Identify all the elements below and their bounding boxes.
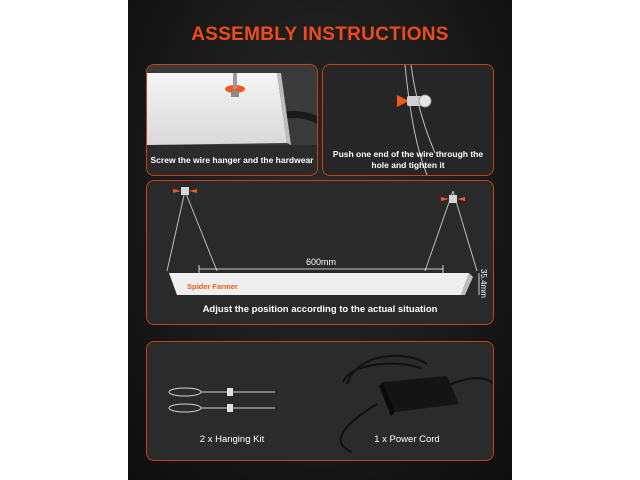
package-contents-panel: [146, 341, 494, 461]
step-push-wire-panel: [322, 64, 494, 176]
adjust-position-panel: [146, 180, 494, 325]
assembly-poster: [128, 0, 512, 480]
step-screw-hanger-panel: [146, 64, 318, 176]
hanging-lamp-illustration: [147, 181, 493, 324]
step-2-caption-line-1: Push one end of the wire through the: [332, 149, 484, 159]
length-dimension-label: 600mm: [305, 257, 337, 267]
brand-logo: Spider Farmer: [187, 282, 238, 291]
power-cord-label: 1 x Power Cord: [374, 434, 440, 445]
height-dimension-label: 35.4mm: [479, 269, 488, 298]
step-2-caption-line-2: hole and tighten it: [371, 160, 445, 170]
adjust-caption: Adjust the position according to the actual situation: [202, 304, 438, 315]
step-1-caption: Screw the wire hanger and the hardwear: [150, 155, 314, 165]
hanging-kit-label: 2 x Hanging Kit: [199, 434, 265, 445]
poster-title: ASSEMBLY INSTRUCTIONS: [191, 24, 449, 45]
